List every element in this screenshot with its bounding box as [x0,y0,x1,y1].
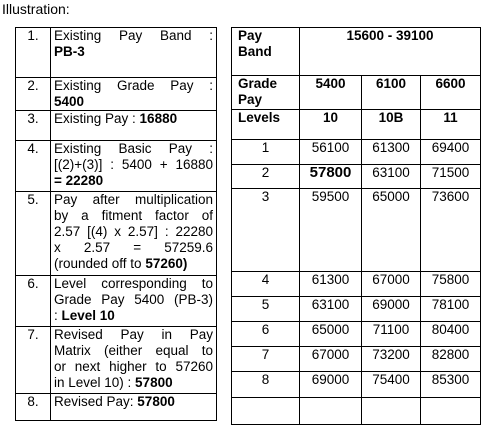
matrix-cell: 69000 [300,372,362,398]
step-line [54,141,213,157]
step-line-value: 57260) [145,256,188,271]
step-line [54,111,213,127]
matrix-empty-cell [421,398,481,425]
step-line-text: x 2.57 = 57259.6 [54,240,213,255]
step-line-value: Level 10 [61,308,115,323]
grade-pay-label: Grade Pay [232,76,300,110]
step-line [54,28,213,44]
step-line [54,292,213,308]
step-line [54,256,213,272]
grade-pay-cell: 5400 [300,76,362,110]
pay-band-label: Pay Band [232,28,300,76]
step-row [16,28,217,78]
matrix-cell: 71500 [421,165,481,189]
matrix-index: 6 [232,322,300,347]
matrix-row [232,347,481,372]
step-number: 7. [16,327,51,394]
illustration-heading: Illustration: [2,1,70,17]
step-text [51,394,217,421]
matrix-row [232,189,481,272]
step-line [54,78,213,94]
step-text [51,141,217,192]
step-line-value: = 22280 [54,173,104,188]
matrix-cell: 63100 [362,165,421,189]
matrix-cell: 75800 [421,272,481,297]
step-line-value: 16880 [139,111,178,126]
matrix-cell: 71100 [362,322,421,347]
step-text [51,111,217,141]
step-text [51,192,217,276]
step-number: 4. [16,141,51,192]
step-line [54,44,213,60]
matrix-index: 1 [232,140,300,165]
step-number: 1. [16,28,51,78]
step-line-text: Matrix (either equal to [54,343,213,358]
step-number: 6. [16,276,51,327]
matrix-row [232,165,481,189]
matrix-cell: 73200 [362,347,421,372]
matrix-cell: 73600 [421,189,481,272]
step-line [54,94,213,110]
matrix-cell: 82800 [421,347,481,372]
step-line [54,308,213,324]
matrix-cell: 78100 [421,297,481,322]
matrix-cell: 85300 [421,372,481,398]
pay-matrix-table [231,27,481,425]
levels-label: Levels [232,110,300,140]
step-number: 8. [16,394,51,421]
step-row [16,78,217,111]
step-line-text: Pay after multiplication [54,192,213,207]
matrix-cell: 61300 [362,140,421,165]
levels-row [232,110,481,140]
matrix-cell: 67000 [362,272,421,297]
matrix-empty-row [232,398,481,425]
step-line-text: Level corresponding to [54,276,213,291]
matrix-row [232,297,481,322]
matrix-index: 2 [232,165,300,189]
pay-band-value: 15600 - 39100 [300,28,481,76]
matrix-cell: 69000 [362,297,421,322]
step-line-text: : [54,308,62,323]
step-line-text: Existing Basic Pay : [54,141,213,156]
step-line [54,240,213,256]
matrix-cell: 59500 [300,189,362,272]
matrix-cell: 56100 [300,140,362,165]
step-line-value: 5400 [54,94,85,109]
matrix-index: 3 [232,189,300,272]
step-line [54,157,213,173]
grade-pay-row [232,76,481,110]
matrix-empty-cell [232,398,300,425]
step-line-text: [(2)+(3)] : 5400 + 16880 [54,157,213,172]
step-line [54,276,213,292]
step-line-text: by a fitment factor of [54,208,213,223]
step-text [51,276,217,327]
step-line-text: or next higher to 57260 [54,359,213,374]
step-text [51,28,217,78]
matrix-row [232,272,481,297]
step-row [16,276,217,327]
step-line-text: Existing Grade Pay : [54,78,213,93]
step-row [16,327,217,394]
step-line [54,343,213,359]
step-line [54,173,213,189]
step-line [54,192,213,208]
matrix-cell: 80400 [421,322,481,347]
matrix-row [232,322,481,347]
matrix-cell: 61300 [300,272,362,297]
level-cell: 10B [362,110,421,140]
step-number: 2. [16,78,51,111]
matrix-empty-cell [300,398,362,425]
matrix-index: 4 [232,272,300,297]
step-line-text: Revised Pay in Pay [54,327,213,342]
grade-pay-cell: 6100 [362,76,421,110]
step-line [54,359,213,375]
matrix-row [232,372,481,398]
step-row [16,111,217,141]
matrix-cell: 63100 [300,297,362,322]
pay-band-row [232,28,481,76]
step-text [51,78,217,111]
step-line-text: Grade Pay 5400 (PB-3) [54,292,213,307]
grade-pay-cell: 6600 [421,76,481,110]
step-line-text: Existing Pay Band : [54,28,213,43]
matrix-row [232,140,481,165]
matrix-cell: 69400 [421,140,481,165]
matrix-cell: 57800 [300,165,362,189]
step-line [54,394,213,410]
matrix-cell: 65000 [300,322,362,347]
matrix-index: 7 [232,347,300,372]
step-line [54,208,213,224]
step-line-text: in Level 10) : [54,375,136,390]
matrix-index: 8 [232,372,300,398]
matrix-empty-cell [362,398,421,425]
step-line [54,375,213,391]
matrix-cell: 75400 [362,372,421,398]
step-line-value: PB-3 [54,44,85,59]
step-line-value: 57800 [135,375,173,390]
step-line-text: Revised Pay: [54,394,138,409]
step-line-value: 57800 [137,394,175,409]
step-line-text: 2.57 [(4) x 2.57] : 22280 [54,224,213,239]
step-row [16,141,217,192]
level-cell: 10 [300,110,362,140]
level-cell: 11 [421,110,481,140]
steps-table [15,27,217,421]
matrix-cell: 67000 [300,347,362,372]
step-line-text: (rounded off to [54,256,146,271]
step-line-text: Existing Pay : [54,111,140,126]
step-number: 5. [16,192,51,276]
step-row [16,192,217,276]
step-row [16,394,217,421]
step-line [54,327,213,343]
step-number: 3. [16,111,51,141]
step-line [54,224,213,240]
matrix-cell: 65000 [362,189,421,272]
matrix-index: 5 [232,297,300,322]
step-text [51,327,217,394]
